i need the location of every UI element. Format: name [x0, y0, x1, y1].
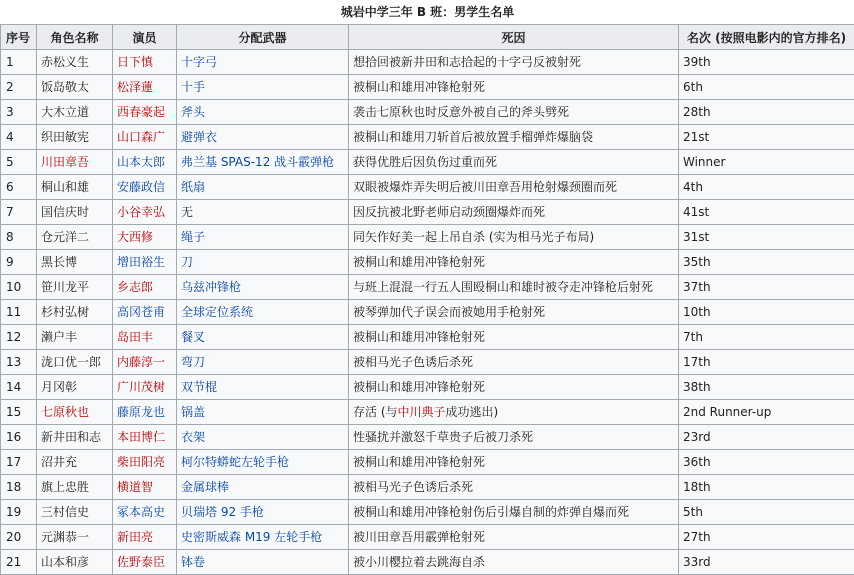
weapon-name[interactable]: 斧头 — [177, 100, 349, 125]
actor-name[interactable]: 小谷幸弘 — [113, 200, 177, 225]
row-number: 5 — [1, 150, 37, 175]
cause-of-death: 与班上混混一行五人围殴桐山和雄时被夺走冲锋枪后射死 — [349, 275, 679, 300]
table-row — [1, 75, 854, 100]
weapon-name[interactable]: 十手 — [177, 75, 349, 100]
cause-of-death: 想拾回被新井田和志拾起的十字弓反被射死 — [349, 50, 679, 75]
weapon-name[interactable]: 刀 — [177, 250, 349, 275]
row-number: 4 — [1, 125, 37, 150]
cause-of-death: 被桐山和雄用冲锋枪射死 — [349, 450, 679, 475]
rank: 33rd — [679, 550, 854, 575]
actor-name[interactable]: 山本太郎 — [113, 150, 177, 175]
actor-name[interactable]: 安藤政信 — [113, 175, 177, 200]
row-number: 17 — [1, 450, 37, 475]
rank: 2nd Runner-up — [679, 400, 854, 425]
weapon-name[interactable]: 十字弓 — [177, 50, 349, 75]
weapon-name[interactable]: 绳子 — [177, 225, 349, 250]
weapon-name[interactable]: 金属球棒 — [177, 475, 349, 500]
cause-of-death: 被桐山和雄用冲锋枪射死 — [349, 75, 679, 100]
cause-of-death: 被桐山和雄用冲锋枪射死 — [349, 325, 679, 350]
character-name: 沼井充 — [37, 450, 113, 475]
rank: 37th — [679, 275, 854, 300]
row-number: 6 — [1, 175, 37, 200]
weapon-name[interactable]: 衣架 — [177, 425, 349, 450]
row-number: 16 — [1, 425, 37, 450]
weapon-name[interactable]: 弯刀 — [177, 350, 349, 375]
table-row — [1, 300, 854, 325]
row-number: 12 — [1, 325, 37, 350]
row-number: 13 — [1, 350, 37, 375]
character-name: 三村信史 — [37, 500, 113, 525]
row-number: 1 — [1, 50, 37, 75]
table-row — [1, 525, 854, 550]
header-number: 序号 — [1, 25, 37, 50]
weapon-name[interactable]: 贝瑞塔 92 手枪 — [177, 500, 349, 525]
table-row — [1, 150, 854, 175]
weapon-name: 无 — [177, 200, 349, 225]
character-name[interactable]: 七原秋也 — [37, 400, 113, 425]
character-name: 饭岛敬太 — [37, 75, 113, 100]
header-character: 角色名称 — [37, 25, 113, 50]
header-rank: 名次 (按照电影内的官方排名) — [679, 25, 854, 50]
weapon-name[interactable]: 钵卷 — [177, 550, 349, 575]
table-row — [1, 425, 854, 450]
weapon-name[interactable]: 避弹衣 — [177, 125, 349, 150]
row-number: 14 — [1, 375, 37, 400]
cause-of-death: 双眼被爆炸弄失明后被川田章吾用枪射爆颈圈而死 — [349, 175, 679, 200]
table-row — [1, 275, 854, 300]
character-name: 旗上忠胜 — [37, 475, 113, 500]
death-text-post: 成功逃出) — [446, 405, 499, 419]
table-row — [1, 200, 854, 225]
row-number: 3 — [1, 100, 37, 125]
cause-of-death: 同矢作好美一起上吊自杀 (实为相马光子布局) — [349, 225, 679, 250]
weapon-name[interactable]: 锅盖 — [177, 400, 349, 425]
actor-name[interactable]: 山口森广 — [113, 125, 177, 150]
rank: Winner — [679, 150, 854, 175]
header-cause-of-death: 死因 — [349, 25, 679, 50]
table-row — [1, 475, 854, 500]
table-row — [1, 250, 854, 275]
actor-name[interactable]: 岛田丰 — [113, 325, 177, 350]
rank: 36th — [679, 450, 854, 475]
cause-of-death: 被琴弹加代子误会而被她用手枪射死 — [349, 300, 679, 325]
row-number: 7 — [1, 200, 37, 225]
header-row — [1, 25, 854, 50]
character-name: 仓元洋二 — [37, 225, 113, 250]
character-name[interactable]: 川田章吾 — [37, 150, 113, 175]
row-number: 10 — [1, 275, 37, 300]
table-row — [1, 225, 854, 250]
cause-of-death: 性骚扰并激怒千草贵子后被刀杀死 — [349, 425, 679, 450]
cause-of-death: 被桐山和雄用冲锋枪射伤后引爆自制的炸弹自爆而死 — [349, 500, 679, 525]
row-number: 15 — [1, 400, 37, 425]
rank: 17th — [679, 350, 854, 375]
row-number: 11 — [1, 300, 37, 325]
actor-name[interactable]: 西春豪起 — [113, 100, 177, 125]
table-caption: 城岩中学三年 B 班：男学生名单 — [0, 0, 854, 24]
actor-name[interactable]: 大西修 — [113, 225, 177, 250]
actor-name[interactable]: 冢本高史 — [113, 500, 177, 525]
weapon-name[interactable]: 史密斯威森 M19 左轮手枪 — [177, 525, 349, 550]
header-weapon: 分配武器 — [177, 25, 349, 50]
cause-of-death: 被相马光子色诱后杀死 — [349, 475, 679, 500]
character-name: 赤松义生 — [37, 50, 113, 75]
row-number: 2 — [1, 75, 37, 100]
actor-name[interactable]: 横道智 — [113, 475, 177, 500]
cause-of-death: 被川田章吾用霰弹枪射死 — [349, 525, 679, 550]
actor-name[interactable]: 高冈苍甫 — [113, 300, 177, 325]
actor-name[interactable]: 松泽蓮 — [113, 75, 177, 100]
character-name: 大木立道 — [37, 100, 113, 125]
weapon-name[interactable]: 双节棍 — [177, 375, 349, 400]
weapon-name[interactable]: 柯尔特蟒蛇左轮手枪 — [177, 450, 349, 475]
rank: 28th — [679, 100, 854, 125]
actor-name[interactable]: 内藤淳一 — [113, 350, 177, 375]
row-number: 18 — [1, 475, 37, 500]
rank: 27th — [679, 525, 854, 550]
character-name: 山本和彦 — [37, 550, 113, 575]
rank: 23rd — [679, 425, 854, 450]
weapon-name[interactable]: 乌兹冲锋枪 — [177, 275, 349, 300]
cause-of-death: 因反抗被北野老师启动颈圈爆炸而死 — [349, 200, 679, 225]
actor-name[interactable]: 乡志郎 — [113, 275, 177, 300]
actor-name[interactable]: 本田博仁 — [113, 425, 177, 450]
rank: 10th — [679, 300, 854, 325]
row-number: 9 — [1, 250, 37, 275]
rank: 35th — [679, 250, 854, 275]
character-name: 元渊恭一 — [37, 525, 113, 550]
table-row — [1, 350, 854, 375]
weapon-name[interactable]: 弗兰基 SPAS-12 战斗霰弹枪 — [177, 150, 349, 175]
character-name: 泷口优一郎 — [37, 350, 113, 375]
death-text-pre: 存活 (与 — [353, 405, 398, 419]
cause-of-death: 袭击七原秋也时反意外被自己的斧头劈死 — [349, 100, 679, 125]
cause-of-death: 被小川樱拉着去跳海自杀 — [349, 550, 679, 575]
row-number: 8 — [1, 225, 37, 250]
character-name: 月冈彰 — [37, 375, 113, 400]
rank: 21st — [679, 125, 854, 150]
table-row — [1, 50, 854, 75]
character-name: 桐山和雄 — [37, 175, 113, 200]
actor-name[interactable]: 广川茂树 — [113, 375, 177, 400]
rank: 4th — [679, 175, 854, 200]
cause-of-death: 被桐山和雄用刀斩首后被放置手榴弹炸爆脑袋 — [349, 125, 679, 150]
character-name: 国信庆时 — [37, 200, 113, 225]
death-link[interactable]: 中川典子 — [398, 405, 446, 419]
table-row — [1, 125, 854, 150]
cause-of-death — [349, 400, 679, 425]
character-name: 濑户丰 — [37, 325, 113, 350]
rank: 38th — [679, 375, 854, 400]
weapon-name[interactable]: 餐叉 — [177, 325, 349, 350]
actor-name[interactable]: 增田裕生 — [113, 250, 177, 275]
character-name: 织田敏宪 — [37, 125, 113, 150]
cause-of-death: 被桐山和雄用冲锋枪射死 — [349, 250, 679, 275]
actor-name[interactable]: 新田亮 — [113, 525, 177, 550]
row-number: 19 — [1, 500, 37, 525]
rank: 6th — [679, 75, 854, 100]
row-number: 21 — [1, 550, 37, 575]
weapon-name[interactable]: 纸扇 — [177, 175, 349, 200]
character-name: 新井田和志 — [37, 425, 113, 450]
row-number: 20 — [1, 525, 37, 550]
actor-name[interactable]: 日下慎 — [113, 50, 177, 75]
cause-of-death: 被桐山和雄用冲锋枪射死 — [349, 375, 679, 400]
rank: 41st — [679, 200, 854, 225]
cause-of-death: 被相马光子色诱后杀死 — [349, 350, 679, 375]
table-row — [1, 450, 854, 475]
table-row — [1, 500, 854, 525]
character-name: 杉村弘树 — [37, 300, 113, 325]
actor-name[interactable]: 藤原龙也 — [113, 400, 177, 425]
table-row — [1, 400, 854, 425]
actor-name[interactable]: 柴田阳亮 — [113, 450, 177, 475]
header-actor: 演员 — [113, 25, 177, 50]
rank: 39th — [679, 50, 854, 75]
rank: 31st — [679, 225, 854, 250]
rank: 7th — [679, 325, 854, 350]
weapon-name[interactable]: 全球定位系统 — [177, 300, 349, 325]
rank: 18th — [679, 475, 854, 500]
rank: 5th — [679, 500, 854, 525]
table-row — [1, 175, 854, 200]
table-row — [1, 550, 854, 575]
actor-name[interactable]: 佐野泰臣 — [113, 550, 177, 575]
table-row — [1, 325, 854, 350]
table-row — [1, 375, 854, 400]
table-row — [1, 100, 854, 125]
cause-of-death: 获得优胜后因负伤过重而死 — [349, 150, 679, 175]
character-name: 笹川龙平 — [37, 275, 113, 300]
character-name: 黑长博 — [37, 250, 113, 275]
